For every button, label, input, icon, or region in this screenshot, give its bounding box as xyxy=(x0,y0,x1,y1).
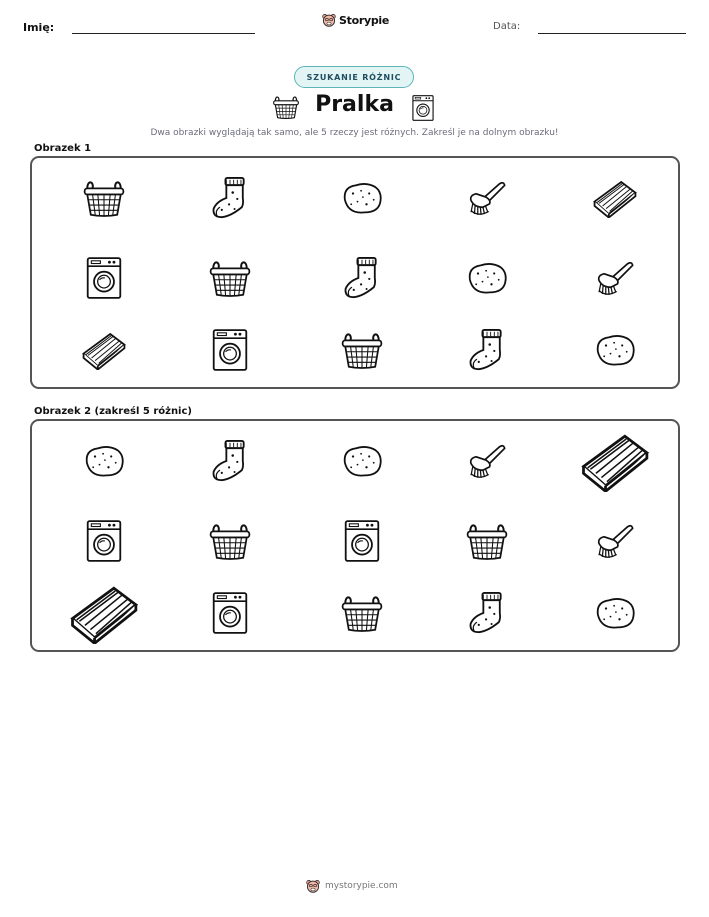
basket-icon xyxy=(82,177,126,219)
picture2-label: Obrazek 2 (zakreśl 5 różnic) xyxy=(34,406,192,417)
soap-icon xyxy=(339,180,385,216)
logo-text: Storypie xyxy=(339,13,390,27)
basket-icon[interactable] xyxy=(208,520,252,562)
basket-icon[interactable] xyxy=(340,592,384,634)
date-label: Data: xyxy=(493,21,521,32)
washing-machine-icon[interactable] xyxy=(85,518,123,564)
activity-badge: SZUKANIE RÓŻNIC xyxy=(294,66,414,88)
name-input-line[interactable] xyxy=(72,33,255,34)
washing-machine-icon xyxy=(211,327,249,373)
scrub-brush-icon xyxy=(594,257,636,299)
washboard-icon xyxy=(80,330,128,370)
basket-icon xyxy=(208,257,252,299)
washboard-icon xyxy=(591,178,639,218)
sock-icon[interactable] xyxy=(466,591,508,635)
page-title: Pralka xyxy=(315,92,394,117)
storypie-logo xyxy=(322,13,389,27)
washboard-icon[interactable] xyxy=(67,582,141,644)
sock-icon[interactable] xyxy=(209,439,251,483)
picture1-panel xyxy=(30,156,680,389)
soap-icon xyxy=(592,332,638,368)
soap-icon[interactable] xyxy=(592,595,638,631)
picture1-label: Obrazek 1 xyxy=(34,143,92,154)
scrub-brush-icon[interactable] xyxy=(466,440,508,482)
scrub-brush-icon xyxy=(466,177,508,219)
bear-icon xyxy=(322,13,336,27)
name-label: Imię: xyxy=(23,21,55,34)
bear-icon xyxy=(306,879,320,893)
washing-machine-icon[interactable] xyxy=(211,590,249,636)
soap-icon[interactable] xyxy=(339,443,385,479)
basket-icon[interactable] xyxy=(465,520,509,562)
soap-icon xyxy=(464,260,510,296)
washing-machine-icon[interactable] xyxy=(343,518,381,564)
scrub-brush-icon[interactable] xyxy=(594,520,636,562)
washboard-icon[interactable] xyxy=(578,430,652,492)
sock-icon xyxy=(341,256,383,300)
footer-url: mystorypie.com xyxy=(325,881,398,891)
date-input-line[interactable] xyxy=(538,33,686,34)
sock-icon xyxy=(209,176,251,220)
basket-icon xyxy=(340,329,384,371)
sock-icon xyxy=(466,328,508,372)
washing-machine-icon xyxy=(85,255,123,301)
instructions: Dwa obrazki wyglądają tak samo, ale 5 rzeczy jest różnych. Zakreśl je na dolnym obrazku! xyxy=(150,128,559,138)
picture2-panel[interactable] xyxy=(30,419,680,652)
footer xyxy=(306,879,398,893)
soap-icon[interactable] xyxy=(81,443,127,479)
washing-machine-icon xyxy=(411,94,435,122)
